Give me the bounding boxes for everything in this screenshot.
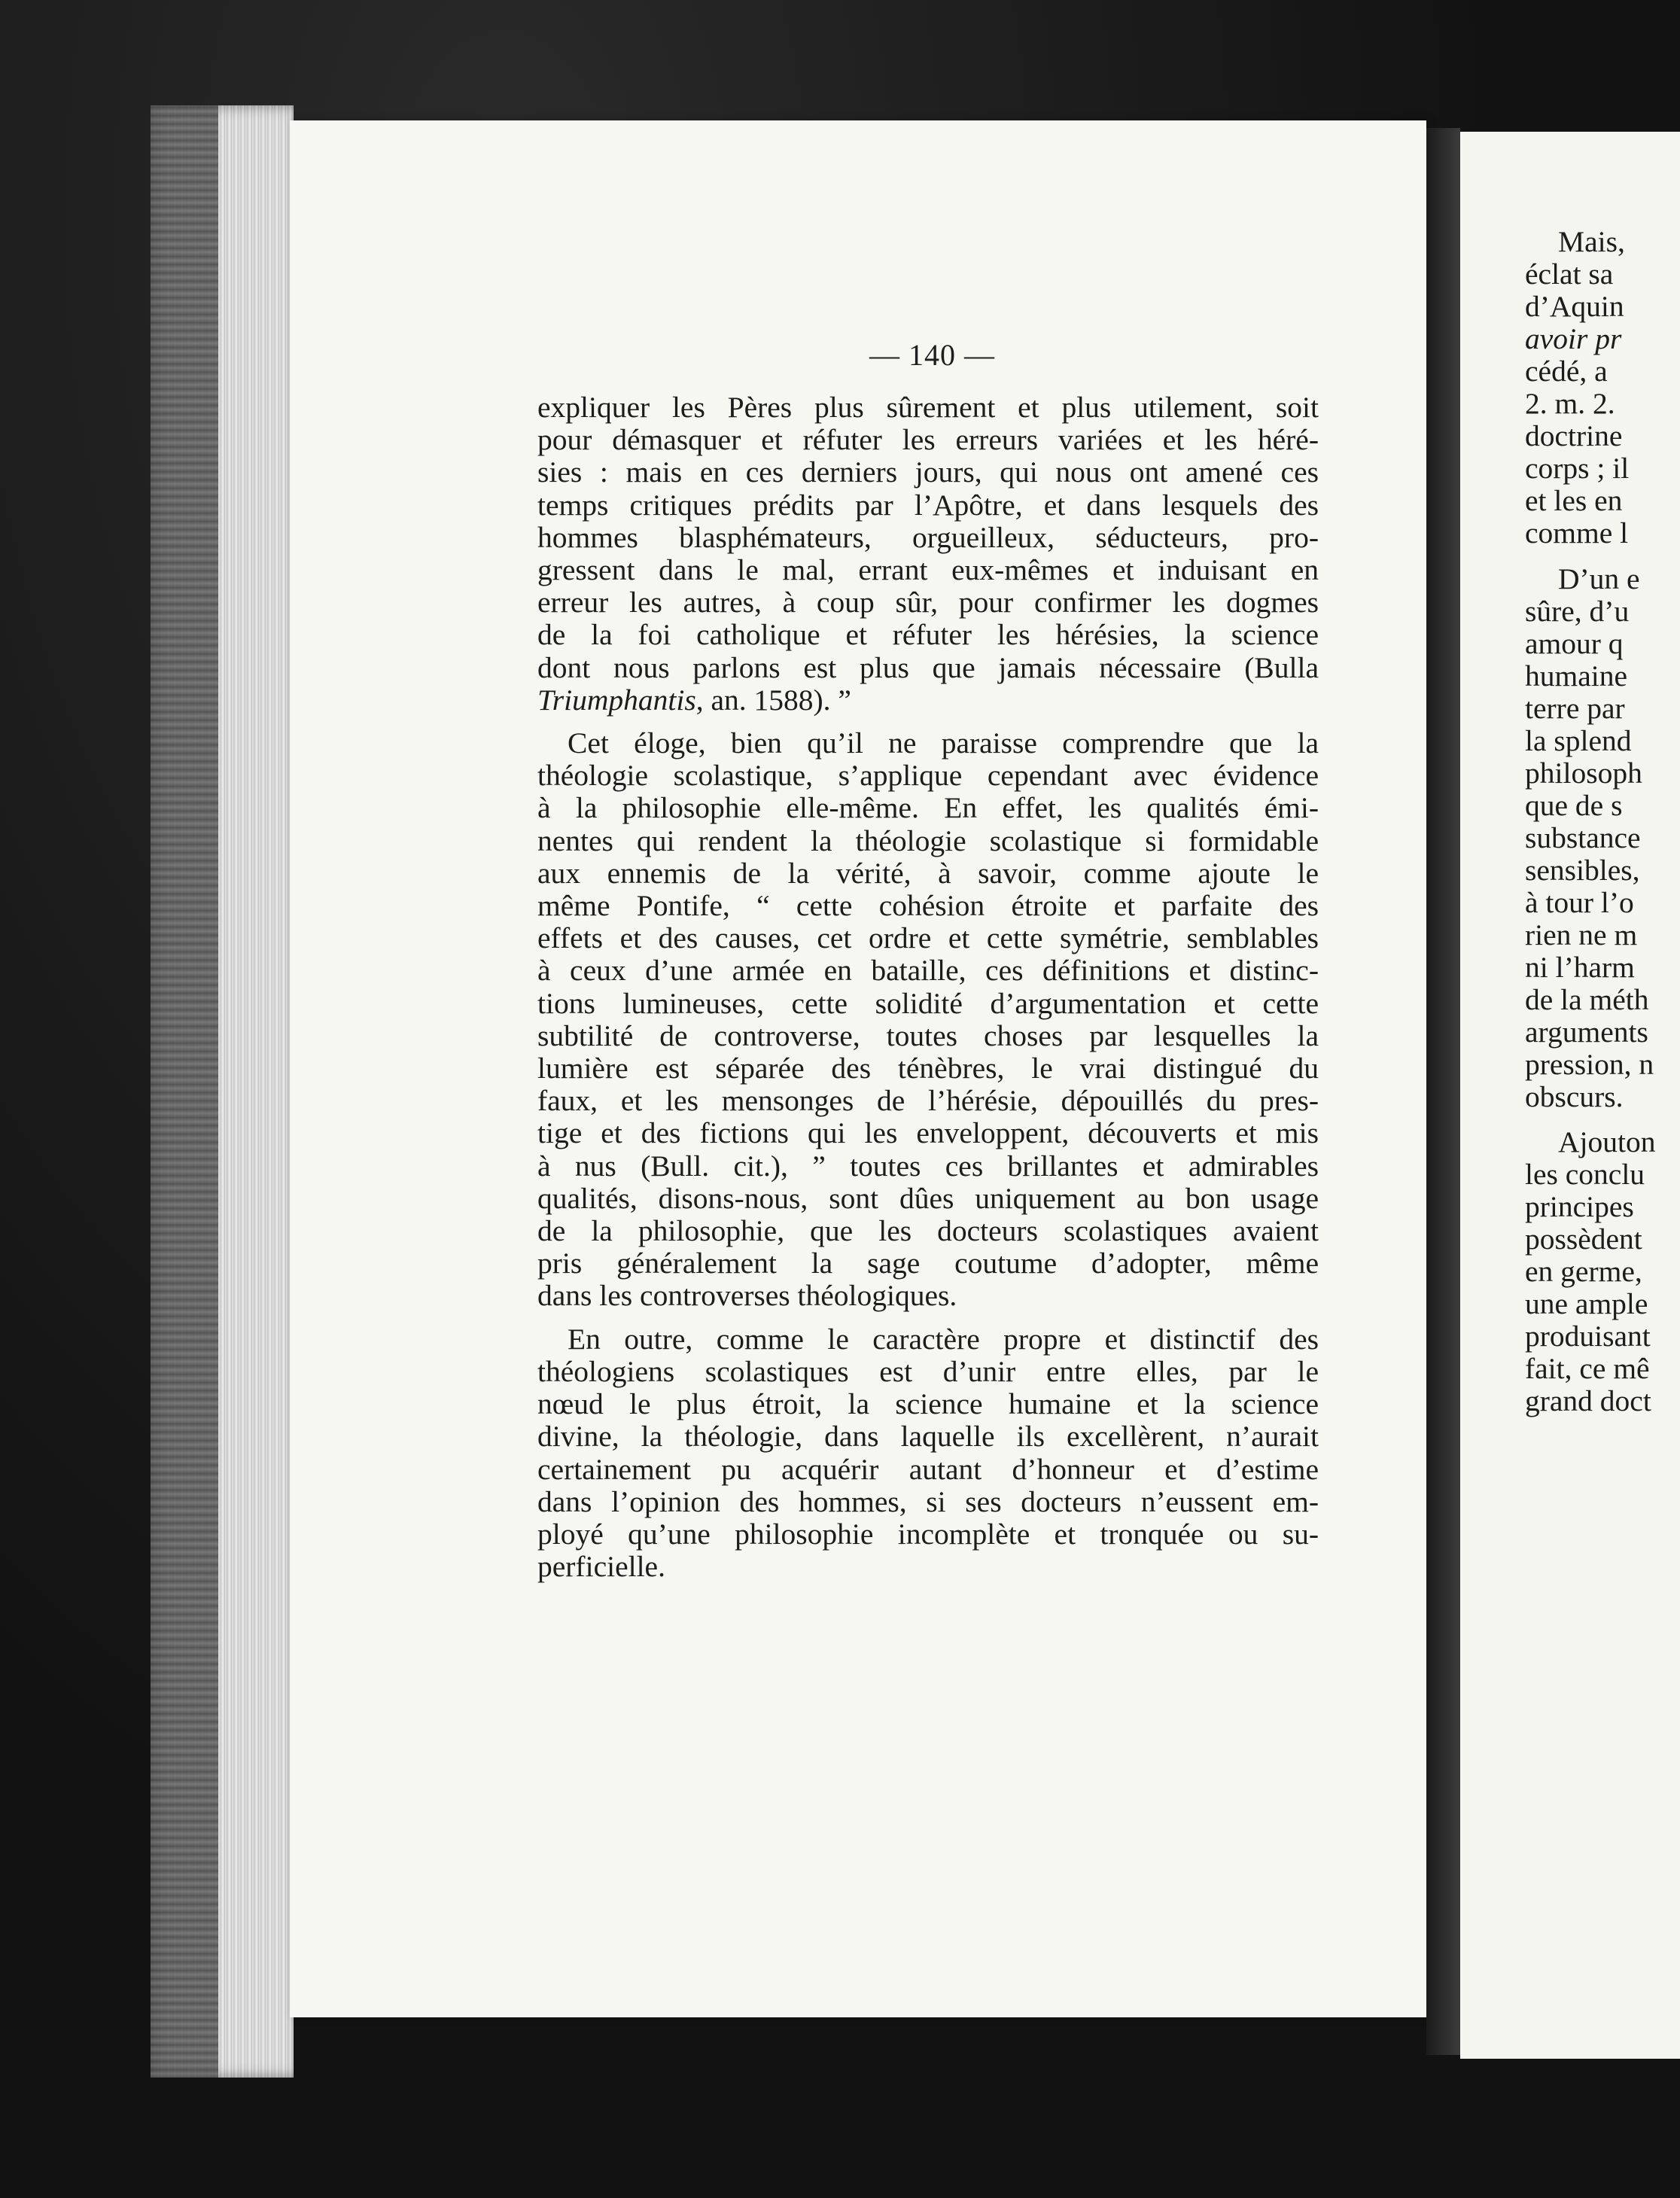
text-line: ployé qu’une philosophie incomplète et tronquée ou su- — [537, 1517, 1319, 1551]
text-line: En outre, comme le caractère propre et distinctif des — [568, 1322, 1319, 1356]
text-line: Cet éloge, bien qu’il ne paraisse comprendre que la — [568, 726, 1319, 760]
text-line: pris généralement la sage coutume d’adopter, même — [537, 1247, 1319, 1280]
text-line: nentes qui rendent la théologie scolastique si formidable — [537, 823, 1319, 857]
paragraph — [537, 391, 1319, 717]
text-line: sies : mais en ces derniers jours, qui nous ont amené ces — [537, 455, 1319, 489]
text-line: dont nous parlons est plus que jamais nécessaire (Bulla — [537, 650, 1319, 684]
text-line: théologiens scolastiques est d’unir entre elles, par le — [537, 1354, 1319, 1388]
text-line: théologie scolastique, s’applique cependant avec évidence — [537, 759, 1319, 793]
cut-off-text-line: D’un e — [1558, 562, 1640, 595]
text-line: erreur les autres, à coup sûr, pour confirmer les dogmes — [537, 586, 1319, 620]
cut-off-text-line: et les en — [1525, 484, 1623, 517]
cut-off-text-line: de la méth — [1525, 983, 1649, 1016]
text-line: gressent dans le mal, errant eux-mêmes et induisant en — [537, 553, 1319, 587]
paragraph — [537, 1323, 1319, 1584]
cut-off-text-line: 2. m. 2. — [1525, 387, 1615, 420]
cut-off-text-line: substance — [1525, 821, 1641, 854]
italic-title: Triumphantis — [537, 683, 696, 717]
left-page-body — [537, 391, 1319, 1594]
text-line: à la philosophie elle-même. En effet, les qualités émi- — [537, 791, 1319, 825]
text-line: dans les controverses théologiques. — [537, 1279, 957, 1313]
text-line: même Pontife, “ cette cohésion étroite et parfaite des — [537, 889, 1319, 923]
cut-off-text-line: que de s — [1525, 789, 1623, 822]
gutter-shadow — [1426, 128, 1460, 2055]
cut-off-text-line: fait, ce mê — [1525, 1352, 1650, 1385]
cut-off-text-line: produisant — [1525, 1320, 1651, 1353]
cut-off-text-line: obscurs. — [1525, 1080, 1624, 1113]
text-line: tige et des fictions qui les enveloppent, découverts et mis — [537, 1116, 1319, 1150]
cut-off-text-line: grand doct — [1525, 1384, 1651, 1417]
cut-off-text-line: terre par — [1525, 692, 1625, 725]
right-page — [1460, 132, 1680, 2059]
cut-off-text-line: cédé, a — [1525, 355, 1608, 388]
cut-off-text-line: d’Aquin — [1525, 290, 1624, 323]
text-line: aux ennemis de la vérité, à savoir, comme ajoute le — [537, 856, 1319, 890]
text-line: hommes blasphémateurs, orgueilleux, séducteurs, pro- — [537, 520, 1319, 554]
text-line: pour démasquer et réfuter les erreurs variées et les héré- — [537, 423, 1319, 457]
cut-off-text-line: les conclu — [1525, 1158, 1645, 1191]
text-line: à ceux d’une armée en bataille, ces définitions et distinc- — [537, 954, 1319, 988]
paragraph — [537, 727, 1319, 1313]
book-spine-shadow — [151, 105, 218, 2078]
text-line: faux, et les mensonges de l’hérésie, dépouillés du pres- — [537, 1084, 1319, 1118]
text-line: perficielle. — [537, 1550, 665, 1584]
text-line: dans l’opinion des hommes, si ses docteurs n’eussent em- — [537, 1484, 1319, 1518]
text-line: certainement pu acquérir autant d’honneur et d’estime — [537, 1452, 1319, 1486]
text-line: temps critiques prédits par l’Apôtre, et dans lesquels des — [537, 488, 1319, 522]
text-line: tions lumineuses, cette solidité d’argumentation et cette — [537, 986, 1319, 1020]
text-line-rest: , an. 1588). ” — [695, 683, 851, 717]
cut-off-text-line: sûre, d’u — [1525, 595, 1630, 628]
cut-off-text-line: éclat sa — [1525, 257, 1614, 291]
cut-off-text-line: pression, n — [1525, 1048, 1654, 1081]
text-line: de la foi catholique et réfuter les hérésies, la science — [537, 618, 1319, 652]
page-number: — 140 — — [869, 338, 995, 372]
text-line: subtilité de controverse, toutes choses par lesquelles la — [537, 1018, 1319, 1052]
cut-off-text-line: corps ; il — [1525, 452, 1630, 485]
cut-off-text-line: rien ne m — [1525, 918, 1638, 951]
text-line: lumière est séparée des ténèbres, le vrai distingué du — [537, 1052, 1319, 1085]
cut-off-text-line: la splend — [1525, 724, 1632, 757]
cut-off-text-line: philosoph — [1525, 757, 1642, 790]
cut-off-text-line: Mais, — [1558, 225, 1625, 258]
cut-off-text-line: possèdent — [1525, 1222, 1642, 1256]
text-line: effets et des causes, cet ordre et cette symétrie, semblables — [537, 921, 1319, 955]
text-line — [537, 684, 1319, 717]
cut-off-text-line: humaine — [1525, 659, 1628, 693]
cut-off-text-line: amour q — [1525, 627, 1624, 660]
cut-off-text-line: ni l’harm — [1525, 951, 1635, 984]
text-line: de la philosophie, que les docteurs scolastiques avaient — [537, 1214, 1319, 1248]
cut-off-text-line: en germe, — [1525, 1255, 1642, 1288]
text-line: divine, la théologie, dans laquelle ils excellèrent, n’aurait — [537, 1420, 1319, 1454]
text-line: qualités, disons-nous, sont dûes uniquement au bon usage — [537, 1181, 1319, 1215]
text-line: à nus (Bull. cit.), ” toutes ces brillantes et admirables — [537, 1149, 1319, 1183]
cut-off-text-line: arguments — [1525, 1015, 1648, 1049]
cut-off-text-line: sensibles, — [1525, 854, 1640, 887]
cut-off-text-line: une ample — [1525, 1287, 1648, 1320]
cut-off-text-line: avoir pr — [1525, 322, 1622, 355]
text-line: nœud le plus étroit, la science humaine et la science — [537, 1387, 1319, 1421]
cut-off-text-line: Ajouton — [1558, 1125, 1656, 1158]
cut-off-text-line: doctrine — [1525, 419, 1623, 452]
cut-off-text-line: à tour l’o — [1525, 886, 1634, 919]
cut-off-text-line: principes — [1525, 1190, 1634, 1223]
cut-off-text-line: comme l — [1525, 516, 1629, 550]
text-line: expliquer les Pères plus sûrement et plus utilement, soit — [537, 391, 1319, 424]
